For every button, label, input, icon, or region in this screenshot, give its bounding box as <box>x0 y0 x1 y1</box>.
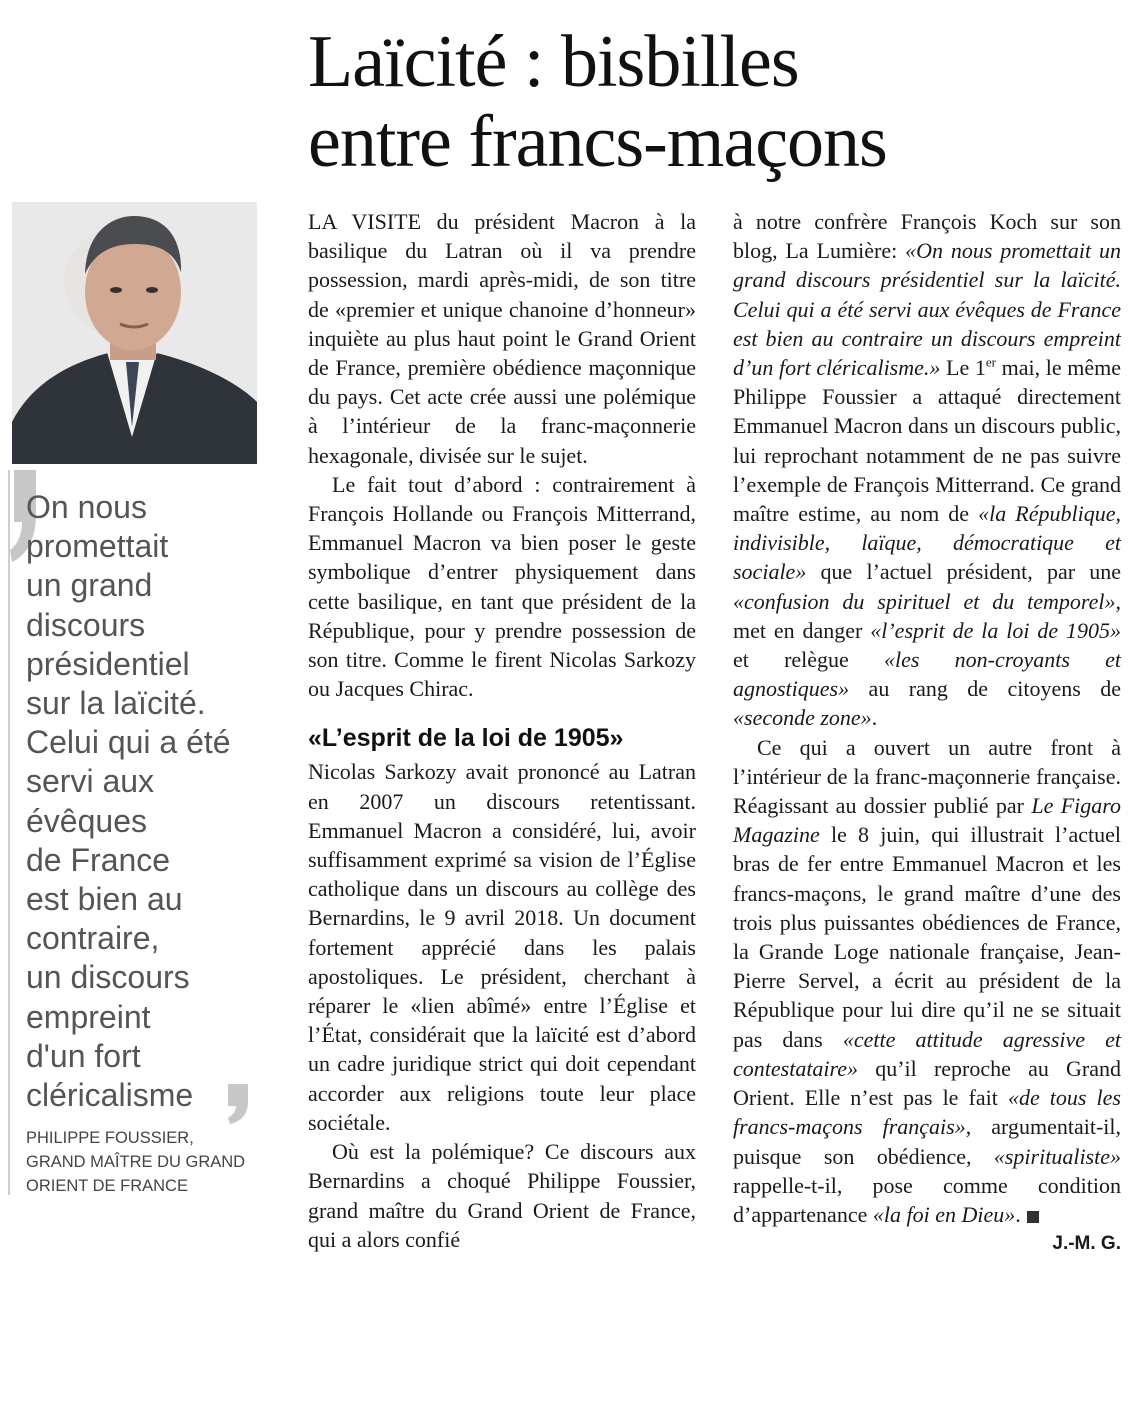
paragraph: Ce qui a ouvert un autre front à l’intérieur de la franc-maçonnerie française. Réagissant au dossier publié par Le Figaro Magazine le 8 juin, qui illustrait l’actuel bras de fer entre Emmanuel Macron et les francs-maçons, le grand maître d’une des trois plus puissantes obédiences de France, la Grande Loge nationale française, Jean-Pierre Servel, a écrit au président de la République pour lui dire qu’il ne se situait pas dans «cette attitude agressive et contestataire» qu’il reproche au Grand Orient. Elle n’est pas le fait «de tous les francs-maçons français», argumentait-il, puisque son obédience, «spiritualiste» rappelle-t-il, pose comme condition d’appartenance «la foi en Dieu». J.-M. G. <box>733 733 1121 1229</box>
paragraph: Le fait tout d’abord : contrairement à François Hollande ou François Mitterrand, Emmanuel Macron va bien poser le geste symbolique d’entrer physiquement dans cette basilique, en tant que président de la République, pour y prendre possession de son titre. Comme le firent Nicolas Sarkozy ou Jacques Chirac. <box>308 471 696 702</box>
article-column-right <box>733 207 1121 1258</box>
headline-line-1: Laïcité : bisbilles <box>308 21 799 103</box>
lead-in: LA VISITE <box>308 209 422 234</box>
paragraph: Nicolas Sarkozy avait prononcé au Latran en 2007 un discours retentissant. Emmanuel Macron a considéré, lui, avoir suffisamment exprimé sa vision de l’Église catholique dans un discours au collège des Bernardins, le 9 avril 2018. Un document fortement apprécié dans les palais apostoliques. Le président, cherchant à réparer le «lien abîmé» entre l’Église et l’État, considérait que la laïcité est d’abord un cadre juridique strict qui doit cependant accorder aux religions toute leur place sociétale. <box>308 759 696 1135</box>
paragraph: à notre confrère François Koch sur son blog, La Lumière: «On nous promettait un grand discours présidentiel sur la laïcité. Celui qui a été servi aux évêques de France est bien au contraire un discours empreint d’un fort cléricalisme.» Le 1er mai, le même Philippe Foussier a attaqué directement Emmanuel Macron dans un discours public, lui reprochant notamment de ne pas suivre l’exemple de François Mitterrand. Ce grand maître estime, au nom de «la République, indivisible, laïque, démocratique et sociale» que l’actuel président, par une «confusion du spirituel et du temporel», met en danger «l’esprit de la loi de 1905» et relègue «les non-croyants et agnostiques» au rang de citoyens de «seconde zone». <box>733 209 1122 731</box>
pull-quote <box>8 470 295 1195</box>
headline-line-2: entre francs-maçons <box>308 101 887 183</box>
portrait-photo-icon <box>12 202 257 464</box>
paragraph: Où est la polémique? Ce discours aux Bernardins a choqué Philippe Foussier, grand maître du Grand Orient de France, qui a alors confié <box>308 1139 696 1252</box>
paragraph: LA VISITE du président Macron à la basilique du Latran où il va prendre possession, mardi après-midi, de son titre de «premier et unique chanoine d’honneur» inquiète au plus haut point le Grand Orient de France, première obédience maçonnique du pays. Cet acte crée aussi une polémique à l’intérieur de la franc-maçonnerie hexagonale, divisée sur le sujet. <box>308 209 696 468</box>
pull-quote-text: On nous promettait un grand discours présidentiel sur la laïcité. Celui qui a été servi aux évêques de France est bien au contraire, un discours empreint d'un fort cléricalisme <box>26 489 231 1114</box>
article-column-left <box>308 207 696 1254</box>
pull-quote-author: PHILIPPE FOUSSIER, GRAND MAÎTRE DU GRAND ORIENT DE FRANCE <box>26 1129 246 1195</box>
portrait-photo <box>12 202 257 464</box>
headline <box>308 22 1128 182</box>
subheading: «L’esprit de la loi de 1905» <box>308 724 624 753</box>
end-mark-icon <box>1027 1211 1039 1223</box>
author-signature: J.-M. G. <box>1052 1233 1121 1255</box>
quote-close-icon <box>224 1084 250 1124</box>
